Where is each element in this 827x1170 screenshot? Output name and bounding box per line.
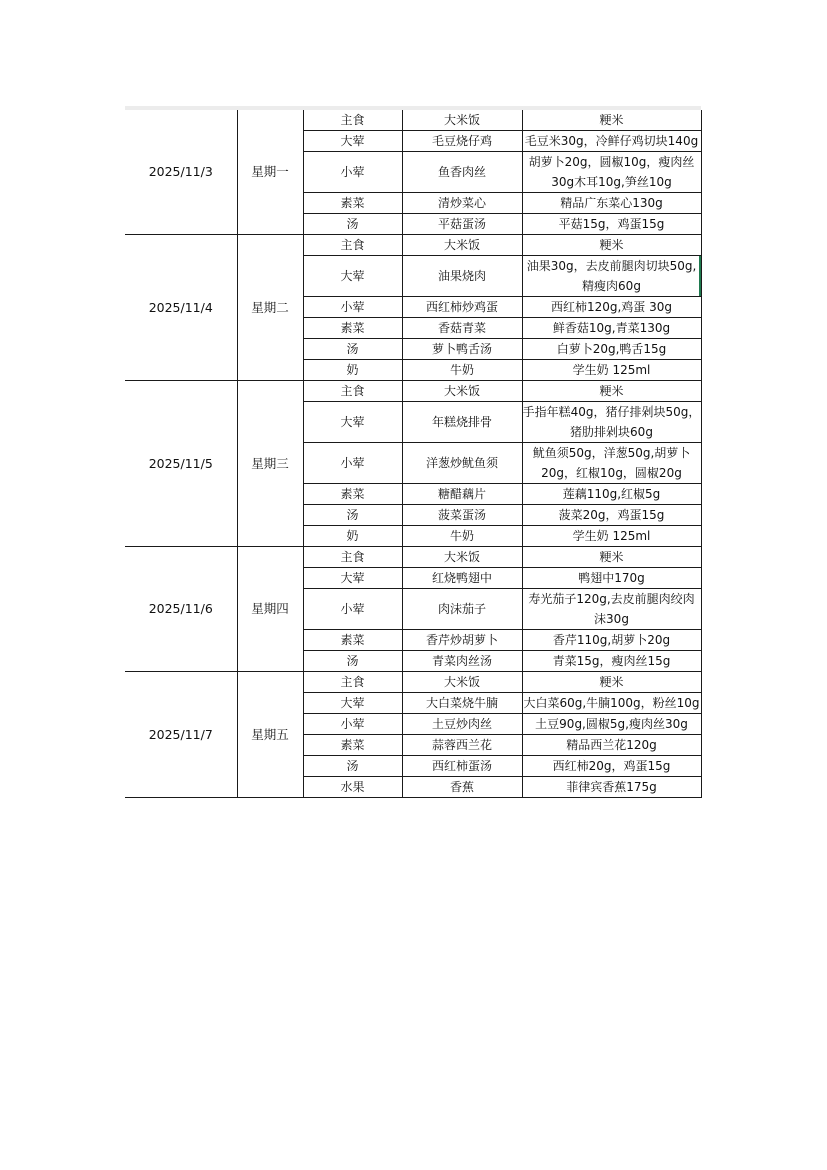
ingredients-cell: 莲藕110g,红椒5g (522, 484, 701, 505)
ingredients-cell: 粳米 (522, 110, 701, 131)
meal-type-cell: 汤 (303, 651, 402, 672)
date-cell: 2025/11/3 (125, 110, 237, 235)
dish-cell: 糖醋藕片 (402, 484, 522, 505)
meal-type-cell: 主食 (303, 547, 402, 568)
ingredients-cell: 白萝卜20g,鸭舌15g (522, 339, 701, 360)
weekday-cell: 星期二 (237, 235, 303, 381)
date-cell: 2025/11/5 (125, 381, 237, 547)
ingredients-cell: 学生奶 125ml (522, 360, 701, 381)
ingredients-cell: 青菜15g，瘦肉丝15g (522, 651, 701, 672)
dish-cell: 萝卜鸭舌汤 (402, 339, 522, 360)
dish-cell: 青菜肉丝汤 (402, 651, 522, 672)
meal-type-cell: 奶 (303, 360, 402, 381)
dish-cell: 洋葱炒鱿鱼须 (402, 443, 522, 484)
ingredients-cell: 鸭翅中170g (522, 568, 701, 589)
ingredients-cell: 手指年糕40g，猪仔排剁块50g，猪肋排剁块60g (522, 402, 701, 443)
ingredients-cell: 粳米 (522, 547, 701, 568)
dish-cell: 鱼香肉丝 (402, 152, 522, 193)
dish-cell: 香菇青菜 (402, 318, 522, 339)
meal-type-cell: 大荤 (303, 693, 402, 714)
ingredients-cell: 胡萝卜20g，圆椒10g，瘦肉丝30g木耳10g,笋丝10g (522, 152, 701, 193)
meal-type-cell: 汤 (303, 756, 402, 777)
meal-type-cell: 主食 (303, 381, 402, 402)
ingredients-cell: 香芹110g,胡萝卜20g (522, 630, 701, 651)
weekday-cell: 星期三 (237, 381, 303, 547)
meal-type-cell: 汤 (303, 505, 402, 526)
ingredients-cell: 大白菜60g,牛腩100g，粉丝10g (522, 693, 701, 714)
ingredients-cell: 鱿鱼须50g，洋葱50g,胡萝卜20g，红椒10g，圆椒20g (522, 443, 701, 484)
ingredients-cell: 平菇15g，鸡蛋15g (522, 214, 701, 235)
dish-cell: 牛奶 (402, 526, 522, 547)
dish-cell: 大米饭 (402, 235, 522, 256)
ingredients-cell: 毛豆米30g，冷鲜仔鸡切块140g (522, 131, 701, 152)
ingredients-cell: 寿光茄子120g,去皮前腿肉绞肉沫30g (522, 589, 701, 630)
dish-cell: 毛豆烧仔鸡 (402, 131, 522, 152)
ingredients-cell: 西红柿20g，鸡蛋15g (522, 756, 701, 777)
meal-type-cell: 小荤 (303, 297, 402, 318)
dish-cell: 清炒菜心 (402, 193, 522, 214)
ingredients-cell: 西红柿120g,鸡蛋 30g (522, 297, 701, 318)
dish-cell: 红烧鸭翅中 (402, 568, 522, 589)
weekly-menu-table (125, 110, 702, 798)
dish-cell: 平菇蛋汤 (402, 214, 522, 235)
meal-type-cell: 小荤 (303, 589, 402, 630)
menu-row (125, 110, 701, 131)
menu-table-body (125, 110, 701, 798)
meal-type-cell: 素菜 (303, 735, 402, 756)
dish-cell: 年糕烧排骨 (402, 402, 522, 443)
dish-cell: 油果烧肉 (402, 256, 522, 297)
meal-type-cell: 小荤 (303, 152, 402, 193)
dish-cell: 肉沫茄子 (402, 589, 522, 630)
dish-cell: 大米饭 (402, 672, 522, 693)
meal-type-cell: 小荤 (303, 443, 402, 484)
meal-type-cell: 素菜 (303, 318, 402, 339)
menu-row (125, 235, 701, 256)
ingredients-cell: 油果30g，去皮前腿肉切块50g,精瘦肉60g (522, 256, 701, 297)
meal-type-cell: 大荤 (303, 402, 402, 443)
meal-type-cell: 大荤 (303, 131, 402, 152)
meal-type-cell: 汤 (303, 214, 402, 235)
menu-sheet (125, 106, 701, 794)
dish-cell: 香蕉 (402, 777, 522, 798)
dish-cell: 大白菜烧牛腩 (402, 693, 522, 714)
dish-cell: 西红柿炒鸡蛋 (402, 297, 522, 318)
dish-cell: 菠菜蛋汤 (402, 505, 522, 526)
date-cell: 2025/11/7 (125, 672, 237, 798)
dish-cell: 土豆炒肉丝 (402, 714, 522, 735)
weekday-cell: 星期五 (237, 672, 303, 798)
meal-type-cell: 素菜 (303, 484, 402, 505)
menu-row (125, 547, 701, 568)
dish-cell: 香芹炒胡萝卜 (402, 630, 522, 651)
meal-type-cell: 主食 (303, 110, 402, 131)
meal-type-cell: 水果 (303, 777, 402, 798)
weekday-cell: 星期一 (237, 110, 303, 235)
menu-row (125, 672, 701, 693)
ingredients-cell: 粳米 (522, 381, 701, 402)
weekday-cell: 星期四 (237, 547, 303, 672)
meal-type-cell: 素菜 (303, 630, 402, 651)
dish-cell: 大米饭 (402, 110, 522, 131)
ingredients-cell: 精品西兰花120g (522, 735, 701, 756)
date-cell: 2025/11/6 (125, 547, 237, 672)
dish-cell: 大米饭 (402, 547, 522, 568)
ingredients-cell: 精品广东菜心130g (522, 193, 701, 214)
ingredients-cell: 学生奶 125ml (522, 526, 701, 547)
meal-type-cell: 奶 (303, 526, 402, 547)
meal-type-cell: 主食 (303, 672, 402, 693)
ingredients-cell: 粳米 (522, 235, 701, 256)
ingredients-cell: 菠菜20g，鸡蛋15g (522, 505, 701, 526)
menu-row (125, 381, 701, 402)
meal-type-cell: 大荤 (303, 256, 402, 297)
dish-cell: 牛奶 (402, 360, 522, 381)
meal-type-cell: 大荤 (303, 568, 402, 589)
dish-cell: 西红柿蛋汤 (402, 756, 522, 777)
ingredients-cell: 粳米 (522, 672, 701, 693)
meal-type-cell: 汤 (303, 339, 402, 360)
meal-type-cell: 素菜 (303, 193, 402, 214)
meal-type-cell: 主食 (303, 235, 402, 256)
ingredients-cell: 鲜香菇10g,青菜130g (522, 318, 701, 339)
ingredients-cell: 土豆90g,圆椒5g,瘦肉丝30g (522, 714, 701, 735)
date-cell: 2025/11/4 (125, 235, 237, 381)
ingredients-cell: 菲律宾香蕉175g (522, 777, 701, 798)
meal-type-cell: 小荤 (303, 714, 402, 735)
dish-cell: 大米饭 (402, 381, 522, 402)
dish-cell: 蒜蓉西兰花 (402, 735, 522, 756)
